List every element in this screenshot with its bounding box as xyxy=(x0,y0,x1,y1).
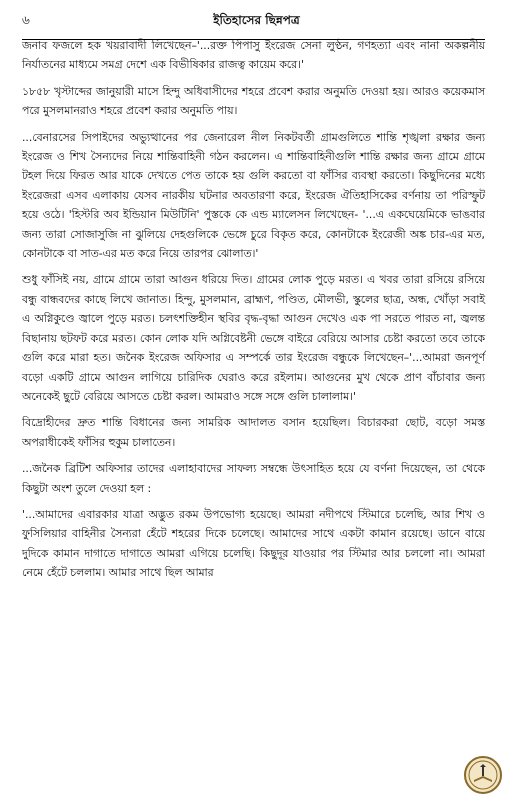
running-title: ইতিহাসের ছিন্নপত্র xyxy=(213,13,300,27)
paragraph: জনাব ফজলে হক খয়রাবাদী লিখেছেন–'...রক্ত পিপাসু ইংরেজ সেনা লুণ্ঠন, গণহত্যা এবং নানা অকল্পনীয় নির্যাতনের মাধ্যমে সমগ্র দেশে এক বিভীষিকার রাজত্ব কায়েম করে।' xyxy=(22,39,485,72)
page-number: ৬ xyxy=(22,13,30,27)
body-text xyxy=(22,36,485,590)
paragraph: বিদ্রোহীদের দ্রুত শান্তি বিধানের জন্য সামরিক আদালত বসান হয়েছিল। বিচারকরা ছোট, বড়ো সমস্ত অপরাধীকেই ফাঁসির হুকুম চালাতেন। xyxy=(22,416,485,449)
publisher-emblem-icon xyxy=(463,755,503,795)
paragraph: ...বেনারসের সিপাইদের অভ্যুত্থানের পর জেনারেল নীল নিকটবর্তী গ্রামগুলিতে শান্তি শৃঙ্খলা রক্ষার জন্য ইংরেজ ও শিখ সৈন্যদের নিয়ে শান্তিবাহিনী গঠন করলেন। এ শান্তিবাহিনীগুলি শান্তি রক্ষার জন্য গ্রামে গ্রামে টহল দিয়ে ফিরত আর যাকে দেখতে পেত তাকে হয় গুলি করতো বা ফাঁসির ব্যবস্থা করতো। কিছুদিনের মধ্যে ইংরেজরা এসব এলাকায় যেসব নারকীয় ঘটনার অবতারণা করে, ইংরেজ ঐতিহাসিকের বর্ণনায় তা পরিস্ফুট হয়ে ওঠে। 'হিস্টরি অব ইন্ডিয়ান মিউটিনি' পুস্তকে কে এন্ড ম্যালেসন লিখেছেন- '...এ একঘেয়েমিকে ভাঙবার জন্য তারা সোজাসুজি না ঝুলিয়ে দেহগুলিকে ভেঙ্গে চুরে বিকৃত করে, কোনটাকে ইংরেজী অঙ্ক চার-এর মত, কোনটাকে বা সাত-এর মত করে নিয়ে তারপর ঝোলাত।' xyxy=(22,130,485,261)
page-header xyxy=(0,12,513,34)
paragraph: শুধু ফাঁসিই নয়, গ্রামে গ্রামে তারা আগুন ধরিয়ে দিত। গ্রামের লোক পুড়ে মরত। এ খবর তারা রসিয়ে রসিয়ে বন্ধু বান্ধবদের কাছে লিখে জানাত। হিন্দু, মুসলমান, ব্রাহ্মণ, পণ্ডিত, মৌলভী, স্কুলের ছাত্র, অন্ধ, খোঁড়া সবাই এ অগ্নিকুণ্ডে জ্বালে পুড়ে মরত। চলৎশক্তিহীন স্থবির বৃদ্ধ-বৃদ্ধা আগুন দেখেও এক পা সরতে পারত না, জ্বলন্ত বিছানায় ছটফট করে মরত। কোন লোক যদি অগ্নিবেষ্টনী ভেঙ্গে বাইরে বেরিয়ে আসার চেষ্টা করতো তবে তাকে গুলি করে মারা হত। জনৈক ইংরেজ অফিসার এ সম্পর্কে তার ইংরেজ বন্ধুকে লিখেছেন–'...আমরা জনপূর্ণ বড়ো একটি গ্রামে আগুন লাগিয়ে চারিদিক ঘেরাও করে রইলাম। আগুনের মুখ থেকে প্রাণ বাঁচাবার জন্য অনেকেই ছুটে বেরিয়ে আসতে চেষ্টা করল। আমরাও সঙ্গে সঙ্গে গুলি চালালাম।' xyxy=(22,273,485,403)
paragraph: '...আমাদের এবারকার যাত্রা অদ্ভুত রকম উপভোগ্য হয়েছে। আমরা নদীপথে স্টিমারে চলেছি, আর শিখ ও ফুসিলিয়ার বাহিনীর সৈন্যরা হেঁটে শহরের দিকে চলেছে। আমাদের সাথে একটা কামান রয়েছে। ডানে বায়ে দুদিকে কামান দাগাতে দাগাতে আমরা এগিয়ে চলেছি। কিছুদূর যাওয়ার পর স্টিমার আর চললো না। আমরা নেমে হেঁটে চললাম। আমার সাথে ছিল আমার xyxy=(22,507,485,580)
paragraph: ...জনৈক ব্রিটিশ অফিসার তাদের এলাহাবাদের সাফল্য সম্বন্ধে উৎসাহিত হয়ে যে বর্ণনা দিয়েছেন, তা থেকে কিছুটা অংশ তুলে দেওয়া হল : xyxy=(22,462,485,495)
paragraph: ১৮৫৮ খৃস্টাব্দের জানুয়ারী মাসে হিন্দু অধিবাসীদের শহরে প্রবেশ করার অনুমতি দেওয়া হয়। আরও কয়েকমাস পরে মুসলমানরাও শহরে প্রবেশ করার অনুমতি পায়। xyxy=(22,84,485,118)
